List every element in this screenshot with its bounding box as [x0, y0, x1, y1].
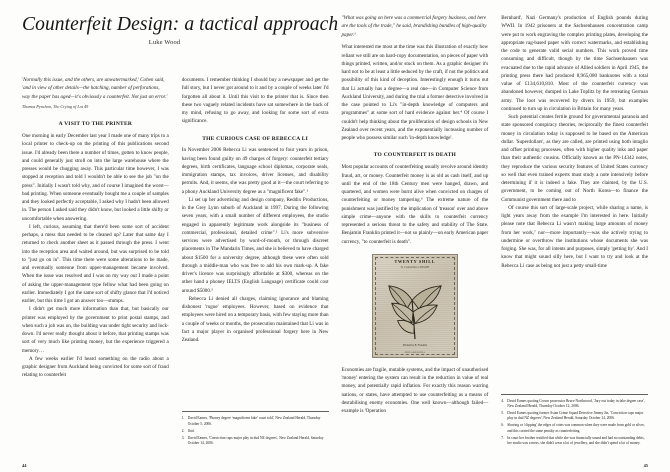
footnote-item — [182, 436, 329, 447]
column-2 — [182, 14, 329, 462]
footnote-number: 5. — [501, 410, 504, 415]
footnote-text: David Eames quoting former Asian Crime Squad Detective Jimmy Jin, 'Conviction caps major play in dud NZ degrees', New Zealand Herald, Saturday October 14, 2006. — [507, 410, 644, 421]
column-grid — [22, 14, 648, 462]
pull-quote-1-attribution: Thomas Pynchon, The Crying of Lot 49 — [22, 104, 89, 110]
footnote-item — [501, 423, 648, 434]
footnotes-right — [501, 394, 648, 449]
paragraph: Bernhard', Nazi Germany's production of English pounds during WWII. In 1942 prisoners at the Sachsenhausen concentration camp were put to work engraving the complex printing plates, developing the appropriate rag-based paper with correct watermarks, and establishing the code to generate valid serial numbers. This work proved time consuming and difficult, though by the time Sachsenhausen was evacuated due to the rapid advance of Allied soldiers in April 1945, the printing press there had produced 8,965,080 banknotes with a total value of £134,610,810. Most of the counterfeit currency was abandoned however, dumped in Lake Toplitz by the retreating German army. The loot was recovered by divers in 1959, but examples continued to turn up in circulation in Britain for many years. — [501, 15, 648, 112]
section-heading-to-counterfeit-is-death: TO COUNTERFEIT IS DEATH — [373, 152, 457, 159]
paragraph: Of course this sort of large-scale project, while sharing a name, is light years away from the example I'm interested in here. Initially please note that Rebecca Li wasn't making large amounts of money from her work,⁷ nor—more importantly—was she actively trying to undermine or overthrow the institutions whose documents she was forging. She was, for all intents and purposes, simply 'getting by'. And I know that might sound silly here, but I want to try and look at the Rebecca Li case as being not just a petty small-time — [501, 204, 648, 269]
footnote-item — [501, 411, 648, 422]
paragraph: Rebecca Li denied all charges, claiming ignorance and blaming dishonest 'rogue' employees. However, based on evidence that employees were hired on a temporary basis, with few staying more than a couple of weeks or months, the prosecution maintained that Li was in fact a major player in organised professional forgery here in New Zealand. — [181, 295, 329, 344]
paragraph: A few weeks earlier I'd heard something on the radio about a graphic designer from Auckland being convicted for some sort of fraud relating to counterfeit — [22, 355, 169, 379]
pull-quote-2-text: "What was going on here was a commercial forgery business, and here are the tools of the trade," he said, brandishing bundles of high-quality paper.¹ — [341, 15, 487, 38]
banknote-printer: PHILADELPHIA — [404, 350, 426, 354]
paragraph: In November 2006 Rebecca Li was sentenced to four years in prison, having been found guilty on 49 charges of forgery: counterfeit tertiary degrees, birth certificates, language school diplomas, corporate seals, immigration stamps, tax invoices, driver licenses, and disability permits. And, it seems, she was pretty good at it—the court referring to a phony Auckland University degree as a "magnificent fake".¹ — [181, 147, 329, 195]
footnote-number: 2. — [181, 428, 185, 433]
page-number-right: 45 — [643, 463, 648, 468]
pull-quote-1-text: 'Normally this issue, and the others, are unwatermarked,' Cohen said, 'and in view of other details—the hatching, number of perforations, way the paper has aged—it's obviously a counterfeit. Not just an error.' — [22, 77, 168, 100]
paragraph: One morning in early December last year I made one of many trips to a local printer to check-up on the printing of this publications second issue. I'd already been there a number of times, gotten to know people, and could generally just stroll on into the large warehouse where the presses would be chugging away. This particular time however, I was stopped at reception and told I wouldn't be able to see the job "on the press". Initially I wasn't told why, and of course I imagined the worst—bad printing. When someone eventually bought me a couple of samples and they looked perfectly acceptable, I asked why I hadn't been allowed in. The person I asked said they didn't know, but looked a little shifty or uncomfortable when answering. — [22, 133, 169, 222]
footnote-number: 6. — [501, 423, 504, 428]
footnote-text: Shaving or 'clipping' the edges of coins was common when they were made from gold or silver, and this carried the same penalty as counterfeiting. — [507, 423, 645, 433]
footnote-text: David Eames, 'Phoney degree ‘magnificent fake’ court told', New Zealand Herald, Thursday October 5, 2006. — [187, 416, 321, 426]
paragraph: I left, curious, assuming that there'd been some sort of accident perhaps, a mess that needed to be cleaned up? Later that same day I returned to check another sheet as it passed through the press. I went into the reception area and waited around, but was surprised to be told to "just go on in". This time there were some alterations to be made, and eventually someone from upper-management became involved. When the issue was resolved and I was on my way out I made a point of asking the upper-management type fellow what had been going on earlier. Immediately I got the same sort of shifty glance that I'd noticed earlier, but this time I got an answer too—stumps. — [22, 223, 169, 305]
banknote-subtext: To Counterfeit is DEATH — [400, 265, 430, 269]
byline: Luke Wood — [148, 39, 181, 47]
page-title: Counterfeit Design: a tactical approach — [22, 14, 339, 35]
footnotes-left — [182, 411, 329, 448]
pull-quote-1 — [22, 76, 169, 111]
paragraph: What interested me most at the time was this illustration of exactly how reliant we still are on hard-copy documentation, on pieces of paper with things printed, written, and/or stuck on them. As a graphic designer it's hard not to be at least a little seduced by the craft, if not the politics and possibility of this kind of deception. Interestingly enough it turns out that Li actually has a degree—a real one—in Computer Science from Auckland University, and during the trial a former detective involved in the case pointed to Li's "in-depth knowledge of computers and programmes" at some sort of hard evidence against her.⁴ Of course I couldn't help thinking about the proliferation of design schools in New Zealand over recent years, and the exponentially increasing number of people who possess similar such 'in-depth knowledge'. — [341, 44, 489, 142]
footnote-item — [182, 416, 329, 427]
footnote-text: David Eames, 'Conviction caps major play in dud NZ degrees', New Zealand Herald, Saturday October 14, 2006. — [187, 435, 324, 446]
paragraph: Economies are fragile, mutable systems, and the impact of unauthorised 'money' entering the system can result in the reduction in value of real money, and potentially rapid inflation. For exactly this reason warring nations, or states, have attempted to use counterfeiting as a means of destabilising enemy economies. One well known—although failed—example is 'Operation — [341, 366, 489, 415]
column-1 — [22, 14, 169, 462]
footnote-text: David Eames quoting Crown prosecutor Bruce Northwood, 'Jury out today in fake degree case', New Zealand Herald, Thursday October 12, 2006. — [507, 398, 645, 408]
paragraph: Such potential creates fertile ground for governmental paranoia and state sponsored conspiracy theories, reciprocally the finest counterfeit money in circulation today is supposed to be based on the American dollar. 'Superdollars', as they are called, are printed using both intaglio and offset printing processes, often with higher quality inks and paper than their authentic cousins. Officially known as the PN-14342 notes, they reproduce the various security features of United States currency so well that even trained experts must study a note intensively before determining if it is indeed a fake. They are claimed, by the U.S. government, to be coming out of North Korea—to finance the Communist government there and to — [501, 114, 648, 203]
footnote-text: In court her brother testified that while she was financially sound and had no outstanding debts, her studio was a mess, she didn't wear a lot of jewellery, and she didn't spend a lot of money. — [507, 435, 645, 446]
footnote-number: 3. — [181, 435, 185, 440]
banknote-signature: Printed by B. Franklin — [402, 344, 428, 348]
footnote-item — [501, 436, 648, 447]
paragraph: I didn't get much more information than that, but basically our printer was employed by the government to print postal stamps, and when such a job was on, the building was under tight security and lock-down. I'd never really thought about it before, that printing stamps was sort of very much like printing money, but the experience triggered a memory… — [22, 306, 169, 354]
figure-colonial-banknote — [372, 254, 458, 358]
footnote-item — [182, 429, 329, 434]
pull-quote-2 — [342, 14, 489, 39]
column-3 — [342, 14, 489, 462]
section-heading-curious-case-of-rebecca-li: THE CURIOUS CASE OF REBECCA LI — [202, 135, 309, 142]
banknote-illustration — [372, 254, 458, 358]
leaf-print-icon — [377, 279, 453, 341]
column-4 — [501, 14, 648, 462]
page-number-left: 44 — [22, 463, 27, 468]
section-heading-visit-to-the-printer: A VISIT TO THE PRINTER — [58, 121, 133, 128]
banknote-denomination: TWENTY SHILL — [394, 258, 436, 264]
paragraph: Li set up her advertising and design company, Reddix Productions, in the Grey Lynn suburb of Auckland in 1997. During the following seven years, with a small number of different employees, the studio engaged in apparently legitimate work alongside its "business of commercial, professional, detailed crime".² Li's more subversive services were advertised by word-of-mouth, or through discreet placements in The Mandarin Times, and she is believed to have charged about $1500 for a university degree, although these were often sold through a middle-man who was free to add his own mark-up. A fake driver's licence was surprisingly affordable at $300, whereas on the other hand a phoney IELTS (English Language) certificate could cost around $5000.³ — [181, 196, 329, 294]
footnote-text: Ibid. — [187, 428, 195, 433]
footnote-number: 7. — [501, 435, 504, 440]
paragraph: documents. I remember thinking I should buy a newspaper and get the full story, but I never got around to it and by a couple of weeks later I'd forgotten all about it. Until this visit to the printer that is. Since then these two vaguely related incidents have sat somewhere in the back of my mind, refusing to go away, and looking for some sort of extra significance. — [181, 77, 329, 125]
paragraph: Most popular accounts of counterfeiting usually revolve around identity fraud, art, or money. Counterfeit money is as old as cash itself, and up until the end of the 18th Century men were hanged, drawn, and quartered, and women were burnt alive when convicted on charges of counterfeiting or money tampering.⁶ The extreme nature of the punishment was justified by the implication of 'treason' over and above simple crime—anyone with the skills to counterfeit currency represented a serious threat to the safety and stability of The State. Benjamin Franklin printed it—not so plainly—on early American paper currency, "to counterfeit is death". — [341, 164, 489, 245]
footnote-item — [501, 399, 648, 410]
footnote-number: 1. — [181, 416, 185, 421]
footnote-number: 4. — [501, 398, 504, 403]
